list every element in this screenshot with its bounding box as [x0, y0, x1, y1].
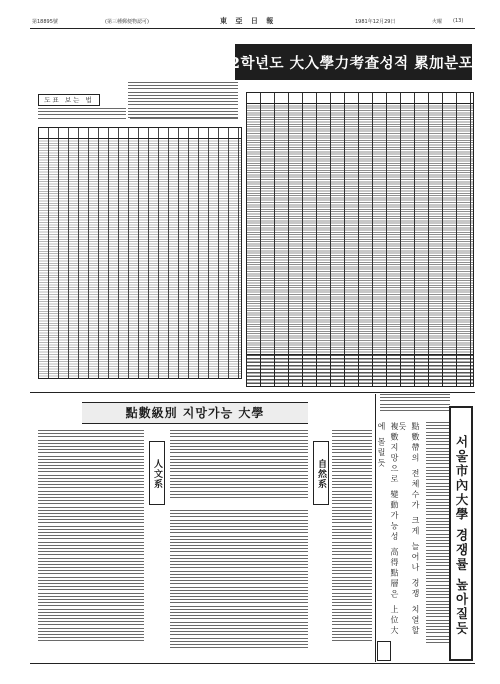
newspaper-name: 東 亞 日 報: [220, 17, 277, 25]
right-feature-subhead-1: 點數帶의 전체수가 크게 늘어나 경쟁 치열할듯: [398, 422, 420, 637]
table-right-total-rows: [246, 354, 474, 387]
section-divider: [30, 392, 475, 393]
main-headline-banner: 82학년도 大入學力考査성적 累加분포표: [235, 44, 472, 80]
table-right-header: [246, 92, 474, 104]
issue-number: 第18895號: [32, 19, 58, 25]
right-feature-subhead-2: 複數지망으로 變動가능성 高得點層은 上位大에 몰릴듯: [377, 422, 399, 637]
newspaper-page: [30, 14, 488, 664]
postal-note: (第三種郵便物認可): [105, 19, 149, 25]
section2-headline: 點數級別 지망가능 大學: [82, 402, 308, 424]
article-column-3: [332, 430, 372, 660]
page-bottom-rule: [30, 663, 475, 664]
distribution-table-left: [38, 127, 242, 379]
science-label: 自然系: [313, 441, 329, 505]
masthead-rule: [30, 28, 475, 29]
article-column-2-top: [170, 430, 308, 504]
article-column-1: [38, 430, 144, 660]
distribution-table-right: [246, 92, 474, 387]
page-number: (13): [453, 18, 464, 24]
table-left-header: [38, 127, 242, 139]
issue-date: 1981年12月29日: [355, 19, 396, 25]
right-feature-intro: [380, 394, 450, 414]
right-feature-title: 서울市內大學 경쟁률 높아질듯: [449, 406, 473, 661]
byline-box: [377, 641, 391, 661]
guide-text-a: [38, 108, 126, 124]
humanities-label: 人文系: [149, 441, 165, 505]
chart-guide-box: 도표 보는 법: [38, 94, 100, 106]
issue-weekday: 火曜: [432, 19, 443, 25]
masthead: [30, 14, 475, 28]
intro-text: [128, 82, 238, 122]
